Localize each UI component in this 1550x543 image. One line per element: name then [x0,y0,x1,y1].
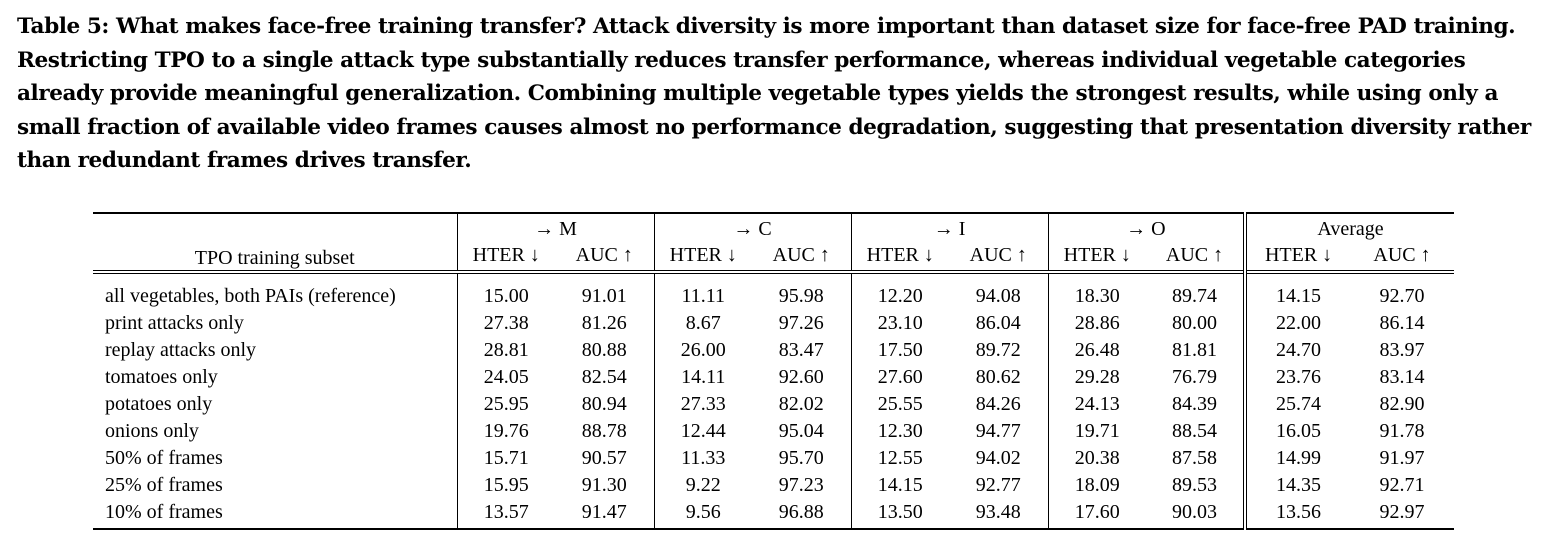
auc-cell-c: 97.23 [752,472,851,499]
auc-cell-c: 92.60 [752,364,851,391]
group-header-c: → C [654,213,851,241]
auc-cell-average: 92.71 [1379,474,1425,496]
auc-cell-i: 92.77 [949,472,1048,499]
row-label: tomatoes only [93,364,457,391]
hter-cell-average: 13.56 [1276,501,1322,523]
hter-cell-o: 24.13 [1074,393,1120,415]
hter-cell-c: 9.22 [685,474,721,496]
auc-cell-i: 86.04 [949,310,1048,337]
hter-cell-o: 18.30 [1074,285,1120,307]
auc-cell-average: 92.70 [1379,285,1425,307]
hter-cell-average: 14.15 [1276,285,1322,307]
hter-cell-i: 25.55 [877,393,923,415]
auc-cell-average: 83.14 [1379,366,1425,388]
auc-cell-o: 80.00 [1146,310,1245,337]
hter-cell-i: 12.30 [877,420,923,442]
hter-header-average: HTER ↓ [1264,244,1333,266]
row-label: 25% of frames [93,472,457,499]
subset-column-header: TPO training subset [93,213,457,272]
hter-cell-o: 28.86 [1074,312,1120,334]
hter-cell-c: 27.33 [680,393,726,415]
auc-cell-average: 82.90 [1379,393,1425,415]
auc-cell-i: 80.62 [949,364,1048,391]
auc-cell-m: 81.26 [555,310,654,337]
auc-cell-c: 96.88 [752,499,851,529]
auc-cell-m: 90.57 [555,445,654,472]
auc-cell-c: 82.02 [752,391,851,418]
table-caption: Table 5: What makes face-free training transfer? Attack diversity is more important than dataset size for face-free PAD training. Restricting TPO to a single attack type substantially reduces transfer performance, whereas individual vegetable categories already provide meaningful generalization. Combining multiple vegetable types yields the strongest results, while using only a small fraction of available video frames causes almost no performance degradation, suggesting that presentation diversity rather than redundant frames drives transfer. [17,14,1531,173]
auc-cell-o: 81.81 [1146,337,1245,364]
auc-cell-average: 91.78 [1379,420,1425,442]
hter-cell-m: 25.95 [483,393,529,415]
hter-cell-c: 11.11 [681,285,726,307]
auc-cell-o: 84.39 [1146,391,1245,418]
table-row [93,364,1454,391]
auc-cell-m: 91.47 [555,499,654,529]
table-row [93,310,1454,337]
hter-cell-i: 13.50 [877,501,923,523]
auc-cell-i: 89.72 [949,337,1048,364]
hter-cell-m: 15.95 [483,474,529,496]
hter-cell-c: 9.56 [685,501,721,523]
hter-cell-o: 26.48 [1074,339,1120,361]
hter-cell-average: 14.99 [1276,447,1322,469]
hter-cell-i: 12.55 [877,447,923,469]
row-label: potatoes only [93,391,457,418]
hter-cell-m: 19.76 [483,420,529,442]
auc-cell-i: 84.26 [949,391,1048,418]
auc-cell-o: 87.58 [1146,445,1245,472]
hter-cell-m: 24.05 [483,366,529,388]
row-label: print attacks only [93,310,457,337]
hter-cell-i: 14.15 [877,474,923,496]
hter-cell-i: 17.50 [877,339,923,361]
hter-header-o: HTER ↓ [1063,244,1131,266]
hter-cell-o: 19.71 [1074,420,1120,442]
table-row [93,499,1454,529]
hter-cell-c: 14.11 [681,366,726,388]
hter-cell-average: 22.00 [1276,312,1322,334]
hter-cell-c: 26.00 [680,339,726,361]
auc-cell-m: 80.94 [555,391,654,418]
table-row [93,283,1454,310]
auc-cell-average: 86.14 [1379,312,1425,334]
auc-cell-i: 94.02 [949,445,1048,472]
auc-cell-average: 91.97 [1379,447,1425,469]
auc-cell-average: 83.97 [1379,339,1425,361]
hter-cell-average: 23.76 [1276,366,1322,388]
auc-cell-c: 95.70 [752,445,851,472]
row-label: replay attacks only [93,337,457,364]
group-header-average: Average [1317,218,1384,240]
auc-header-average: AUC ↑ [1373,244,1431,266]
hter-cell-o: 17.60 [1074,501,1120,523]
hter-cell-average: 16.05 [1276,420,1322,442]
row-label: 50% of frames [93,445,457,472]
table-row [93,472,1454,499]
auc-cell-o: 90.03 [1146,499,1245,529]
row-label: 10% of frames [93,499,457,529]
hter-cell-c: 12.44 [680,420,726,442]
table-row [93,445,1454,472]
hter-cell-average: 24.70 [1276,339,1322,361]
auc-header-m: AUC ↑ [555,241,654,272]
auc-cell-c: 97.26 [752,310,851,337]
auc-cell-m: 82.54 [555,364,654,391]
hter-cell-i: 12.20 [877,285,923,307]
auc-cell-i: 94.77 [949,418,1048,445]
hter-cell-average: 25.74 [1276,393,1322,415]
hter-header-c: HTER ↓ [669,244,737,266]
auc-cell-o: 76.79 [1146,364,1245,391]
hter-cell-m: 28.81 [483,339,529,361]
hter-header-m: HTER ↓ [472,244,540,266]
hter-cell-m: 27.38 [483,312,529,334]
auc-cell-o: 88.54 [1146,418,1245,445]
auc-cell-m: 80.88 [555,337,654,364]
group-header-o: → O [1048,213,1245,241]
auc-header-c: AUC ↑ [752,241,851,272]
group-header-m: → M [457,213,654,241]
auc-cell-i: 93.48 [949,499,1048,529]
hter-cell-i: 27.60 [877,366,923,388]
group-header-i: → I [851,213,1048,241]
auc-cell-m: 91.01 [555,283,654,310]
header-spacer [93,272,1454,283]
hter-cell-o: 20.38 [1074,447,1120,469]
hter-cell-m: 13.57 [483,501,529,523]
table-row [93,418,1454,445]
auc-cell-c: 83.47 [752,337,851,364]
hter-header-i: HTER ↓ [866,244,934,266]
row-label: all vegetables, both PAIs (reference) [93,283,457,310]
auc-cell-m: 91.30 [555,472,654,499]
results-table [93,212,1454,530]
hter-cell-o: 29.28 [1074,366,1120,388]
hter-cell-o: 18.09 [1074,474,1120,496]
auc-header-o: AUC ↑ [1146,241,1245,272]
hter-cell-c: 11.33 [681,447,726,469]
table-row [93,391,1454,418]
hter-cell-c: 8.67 [685,312,721,334]
hter-cell-m: 15.00 [483,285,529,307]
hter-cell-average: 14.35 [1276,474,1322,496]
auc-cell-i: 94.08 [949,283,1048,310]
auc-cell-m: 88.78 [555,418,654,445]
auc-header-i: AUC ↑ [949,241,1048,272]
auc-cell-o: 89.74 [1146,283,1245,310]
row-label: onions only [93,418,457,445]
auc-cell-c: 95.98 [752,283,851,310]
auc-cell-average: 92.97 [1379,501,1425,523]
hter-cell-i: 23.10 [877,312,923,334]
auc-cell-o: 89.53 [1146,472,1245,499]
table-row [93,337,1454,364]
auc-cell-c: 95.04 [752,418,851,445]
hter-cell-m: 15.71 [483,447,529,469]
